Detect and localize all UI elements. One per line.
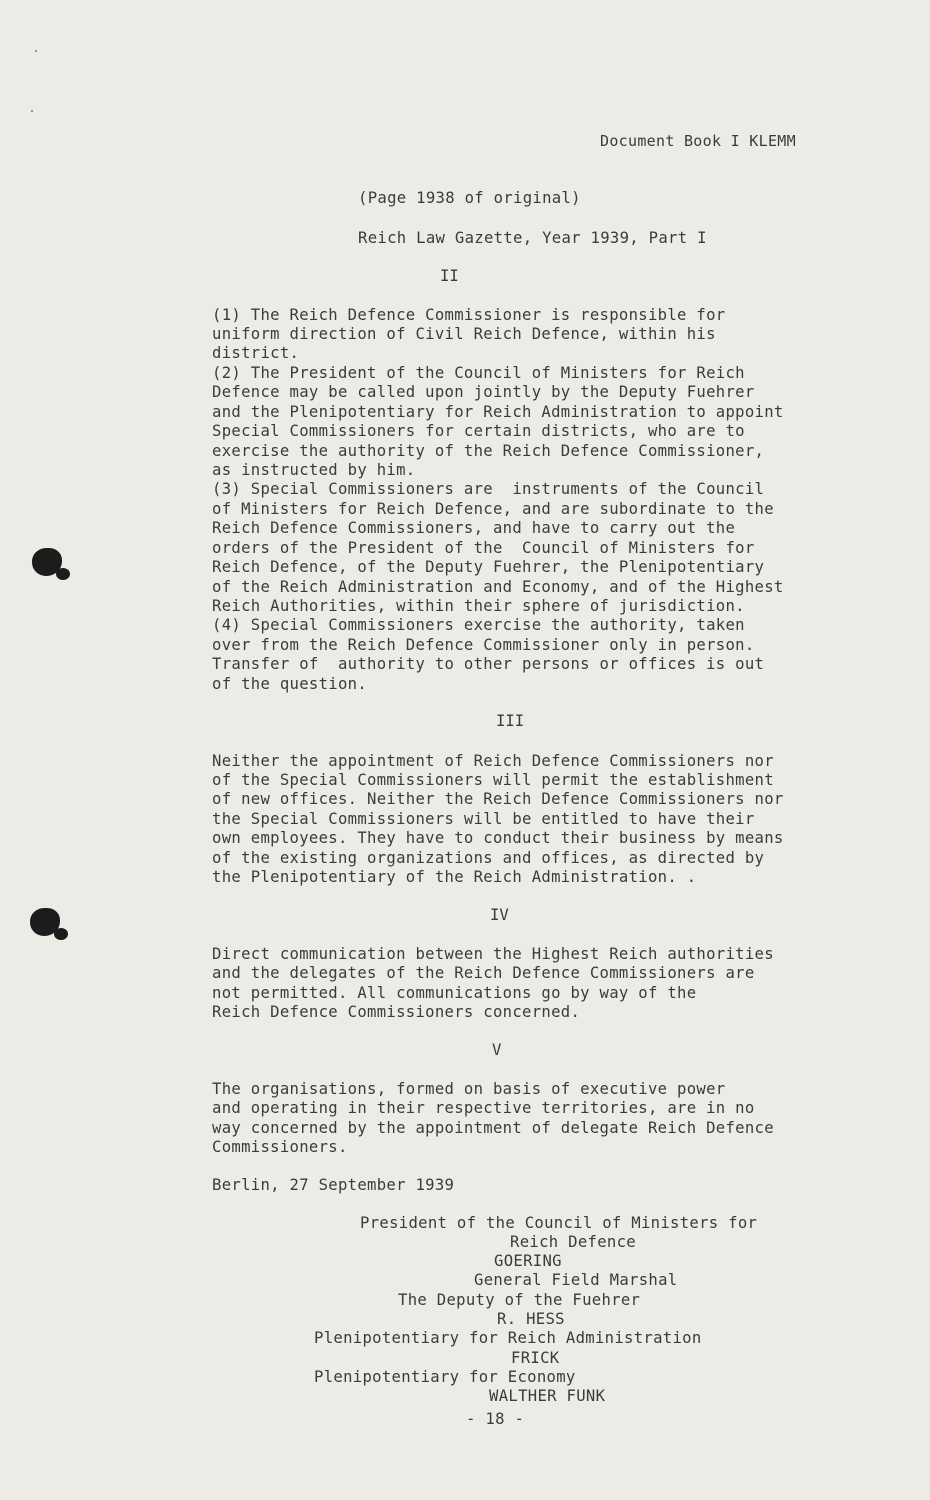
body-line: Reich Defence, of the Deputy Fuehrer, the Plenipotentiary — [212, 558, 765, 576]
signature-line: Plenipotentiary for Economy — [314, 1368, 576, 1386]
signature-line: Plenipotentiary for Reich Administration — [314, 1329, 702, 1347]
section-heading-4: IV — [490, 906, 509, 924]
punch-hole-top — [32, 548, 62, 576]
body-line: of the Reich Administration and Economy, and of the Highest — [212, 578, 784, 596]
paper-speck — [35, 50, 37, 52]
body-line: district. — [212, 344, 300, 362]
body-line: Transfer of authority to other persons or offices is out — [212, 655, 765, 673]
body-line: (1) The Reich Defence Commissioner is responsible for — [212, 306, 726, 324]
body-line: the Special Commissioners will be entitled to have their — [212, 810, 755, 828]
section-heading-2: II — [440, 267, 459, 285]
body-line: of new offices. Neither the Reich Defence Commissioners nor — [212, 790, 784, 808]
body-line: and the Plenipotentiary for Reich Administration to appoint — [212, 403, 784, 421]
dateline: Berlin, 27 September 1939 — [212, 1176, 455, 1194]
signature-line: General Field Marshal — [474, 1271, 678, 1289]
body-line: Special Commissioners for certain districts, who are to — [212, 422, 745, 440]
gazette-title: Reich Law Gazette, Year 1939, Part I — [358, 229, 707, 247]
body-line: Neither the appointment of Reich Defence Commissioners nor — [212, 752, 774, 770]
body-line: Commissioners. — [212, 1138, 348, 1156]
body-line: and operating in their respective territories, are in no — [212, 1099, 755, 1117]
body-line: and the delegates of the Reich Defence Commissioners are — [212, 964, 755, 982]
body-line: (3) Special Commissioners are instruments of the Council — [212, 480, 765, 498]
original-page-reference: (Page 1938 of original) — [358, 189, 581, 207]
body-line: the Plenipotentiary of the Reich Administration. . — [212, 868, 697, 886]
signature-name: R. HESS — [497, 1310, 565, 1328]
body-line: Reich Authorities, within their sphere of jurisdiction. — [212, 597, 745, 615]
signature-name: GOERING — [494, 1252, 562, 1270]
body-line: of the existing organizations and offices, as directed by — [212, 849, 765, 867]
body-line: over from the Reich Defence Commissioner only in person. — [212, 636, 755, 654]
body-line: Direct communication between the Highest Reich authorities — [212, 945, 774, 963]
body-line: Reich Defence Commissioners, and have to carry out the — [212, 519, 736, 537]
signature-name: WALTHER FUNK — [489, 1387, 606, 1405]
signature-line: The Deputy of the Fuehrer — [398, 1291, 641, 1309]
body-line: exercise the authority of the Reich Defence Commissioner, — [212, 442, 765, 460]
body-line: Defence may be called upon jointly by the Deputy Fuehrer — [212, 383, 755, 401]
body-line: as instructed by him. — [212, 461, 416, 479]
body-line: own employees. They have to conduct their business by means — [212, 829, 784, 847]
section-heading-5: V — [492, 1041, 502, 1059]
body-line: orders of the President of the Council of Ministers for — [212, 539, 755, 557]
body-line: (2) The President of the Council of Ministers for Reich — [212, 364, 745, 382]
section-heading-3: III — [496, 712, 525, 730]
body-line: (4) Special Commissioners exercise the authority, taken — [212, 616, 745, 634]
body-line: of the question. — [212, 675, 368, 693]
body-line: of Ministers for Reich Defence, and are subordinate to the — [212, 500, 774, 518]
body-line: The organisations, formed on basis of executive power — [212, 1080, 726, 1098]
signature-name: FRICK — [511, 1349, 560, 1367]
page-number: - 18 - — [466, 1410, 525, 1428]
body-line: way concerned by the appointment of delegate Reich Defence — [212, 1119, 774, 1137]
body-line: not permitted. All communications go by way of the — [212, 984, 697, 1002]
body-line: Reich Defence Commissioners concerned. — [212, 1003, 581, 1021]
signature-line: President of the Council of Ministers for — [360, 1214, 758, 1232]
paper-speck — [31, 110, 33, 112]
body-line: uniform direction of Civil Reich Defence, within his — [212, 325, 716, 343]
document-reference: Document Book I KLEMM — [600, 132, 796, 150]
signature-line: Reich Defence — [510, 1233, 636, 1251]
punch-hole-bottom — [30, 908, 60, 936]
body-line: of the Special Commissioners will permit the establishment — [212, 771, 774, 789]
